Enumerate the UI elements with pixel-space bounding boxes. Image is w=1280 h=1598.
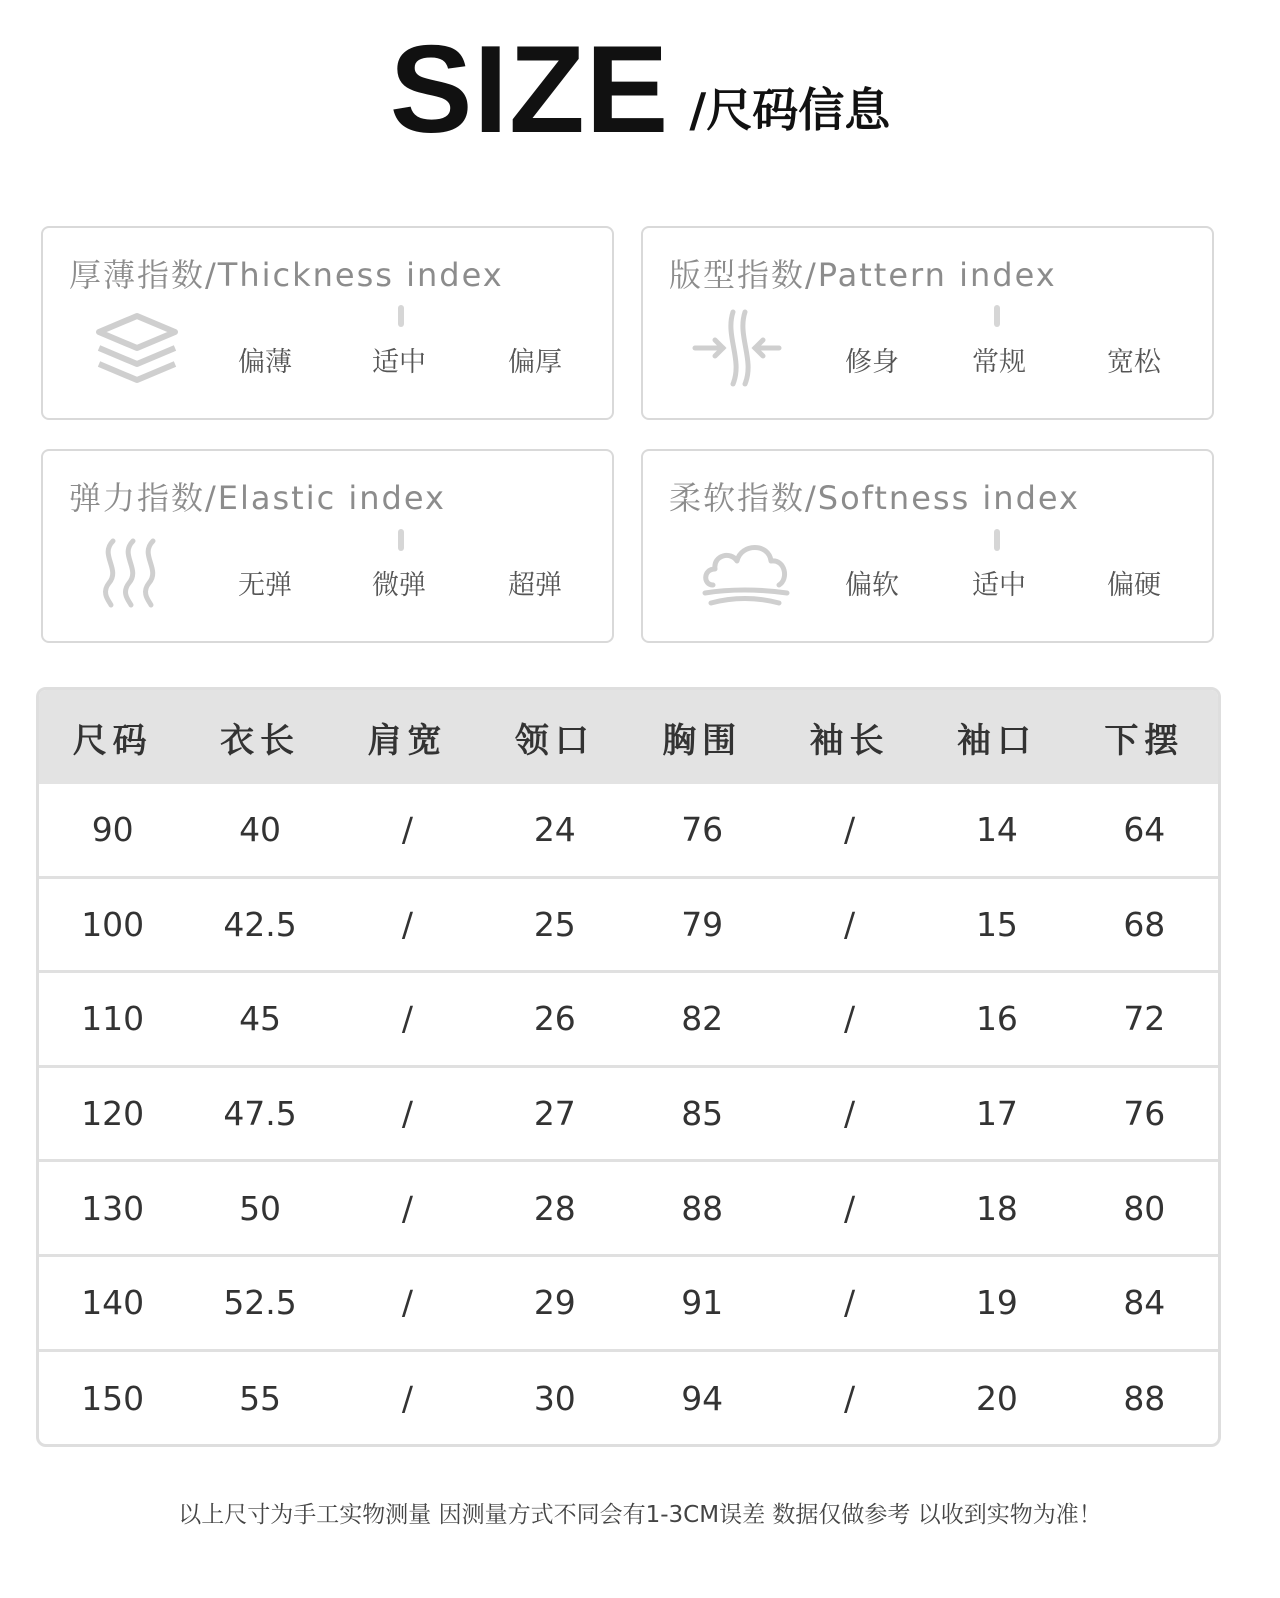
table-cell: / [401, 999, 413, 1039]
table-cell: 150 [81, 1379, 145, 1419]
level-marker [398, 305, 404, 327]
level-label: 修身 [845, 347, 899, 378]
level-marker [398, 529, 404, 551]
table-cell: 80 [1123, 1188, 1166, 1228]
table-cell: / [844, 1094, 856, 1134]
level-label: 偏薄 [238, 347, 292, 378]
table-cell: 26 [533, 999, 576, 1039]
table-cell: 17 [975, 1094, 1018, 1134]
elastic-index-card [41, 449, 614, 643]
table-cell: / [401, 1188, 413, 1228]
title-size: SIZE [389, 21, 670, 159]
table-row [39, 1068, 1218, 1163]
table-cell: / [844, 1283, 856, 1323]
table-header [39, 690, 1218, 784]
table-row [39, 973, 1218, 1068]
table-row [39, 1352, 1218, 1447]
table-cell: 88 [1123, 1379, 1166, 1419]
column-header-sleeve-length: 袖长 [809, 720, 890, 761]
table-cell: 140 [81, 1283, 145, 1323]
table-cell: 47.5 [223, 1094, 297, 1134]
stretch-waves-icon [89, 531, 185, 611]
table-cell: / [844, 1379, 856, 1419]
level-label: 偏软 [845, 570, 899, 601]
table-cell: 130 [81, 1188, 145, 1228]
table-cell: 15 [975, 904, 1018, 944]
column-header-size: 尺码 [72, 720, 153, 761]
table-cell: 90 [91, 810, 134, 850]
table-cell: 45 [239, 999, 282, 1039]
table-cell: 68 [1123, 904, 1166, 944]
table-cell: 64 [1123, 810, 1166, 850]
table-row [39, 1257, 1218, 1352]
thickness-index-card [41, 226, 614, 420]
level-label: 适中 [972, 570, 1026, 601]
column-header-chest: 胸围 [662, 720, 743, 761]
table-row [39, 879, 1218, 974]
table-cell: / [844, 810, 856, 850]
table-cell: 72 [1123, 999, 1166, 1039]
table-cell: 76 [1123, 1094, 1166, 1134]
column-header-neckline: 领口 [514, 720, 595, 761]
table-cell: 29 [533, 1283, 576, 1323]
card-title: 版型指数/Pattern index [669, 256, 1057, 294]
table-cell: / [844, 999, 856, 1039]
layers-icon [89, 308, 185, 388]
table-cell: 110 [81, 999, 145, 1039]
table-cell: 14 [975, 810, 1018, 850]
page-title [0, 21, 1280, 159]
table-cell: / [401, 810, 413, 850]
table-cell: / [401, 1094, 413, 1134]
level-label: 偏厚 [508, 347, 562, 378]
table-cell: 50 [239, 1188, 282, 1228]
table-cell: 84 [1123, 1283, 1166, 1323]
column-header-shoulder: 肩宽 [367, 720, 448, 761]
pattern-index-card [641, 226, 1214, 420]
table-cell: 76 [681, 810, 724, 850]
table-cell: 25 [533, 904, 576, 944]
table-cell: 88 [681, 1188, 724, 1228]
level-label: 宽松 [1107, 347, 1161, 378]
softness-index-card [641, 449, 1214, 643]
size-table [36, 687, 1221, 1447]
level-marker [994, 529, 1000, 551]
column-header-cuff: 袖口 [956, 720, 1037, 761]
table-cell: / [401, 1379, 413, 1419]
table-cell: 79 [681, 904, 724, 944]
table-cell: 18 [975, 1188, 1018, 1228]
level-label: 常规 [972, 347, 1026, 378]
table-cell: / [844, 1188, 856, 1228]
table-cell: / [844, 904, 856, 944]
cloud-icon [699, 531, 795, 611]
table-cell: 100 [81, 904, 145, 944]
table-row [39, 784, 1218, 879]
table-cell: / [401, 904, 413, 944]
table-row [39, 1162, 1218, 1257]
title-subtitle: /尺码信息 [689, 83, 891, 137]
table-cell: 20 [975, 1379, 1018, 1419]
table-cell: 27 [533, 1094, 576, 1134]
table-cell: 30 [533, 1379, 576, 1419]
table-cell: 55 [239, 1379, 282, 1419]
level-marker [994, 305, 1000, 327]
table-cell: 42.5 [223, 904, 297, 944]
table-cell: 52.5 [223, 1283, 297, 1323]
column-header-hem: 下摆 [1104, 720, 1185, 761]
level-label: 偏硬 [1107, 570, 1161, 601]
level-label: 无弹 [238, 570, 292, 601]
table-cell: / [401, 1283, 413, 1323]
table-cell: 120 [81, 1094, 145, 1134]
measurement-footnote: 以上尺寸为手工实物测量 因测量方式不同会有1-3CM误差 数据仅做参考 以收到实物为准！ [178, 1502, 1102, 1528]
column-header-length: 衣长 [220, 720, 301, 761]
table-body [39, 784, 1218, 1446]
table-cell: 82 [681, 999, 724, 1039]
table-cell: 28 [533, 1188, 576, 1228]
table-cell: 94 [681, 1379, 724, 1419]
card-title: 柔软指数/Softness index [669, 479, 1080, 517]
table-cell: 19 [975, 1283, 1018, 1323]
fit-arrows-icon [689, 308, 785, 388]
level-label: 适中 [372, 347, 426, 378]
card-title: 厚薄指数/Thickness index [69, 256, 504, 294]
level-label: 超弹 [508, 570, 562, 601]
card-title: 弹力指数/Elastic index [69, 479, 446, 517]
table-cell: 40 [239, 810, 282, 850]
table-cell: 85 [681, 1094, 724, 1134]
table-cell: 16 [975, 999, 1018, 1039]
level-label: 微弹 [372, 570, 426, 601]
table-cell: 91 [681, 1283, 724, 1323]
table-cell: 24 [533, 810, 576, 850]
